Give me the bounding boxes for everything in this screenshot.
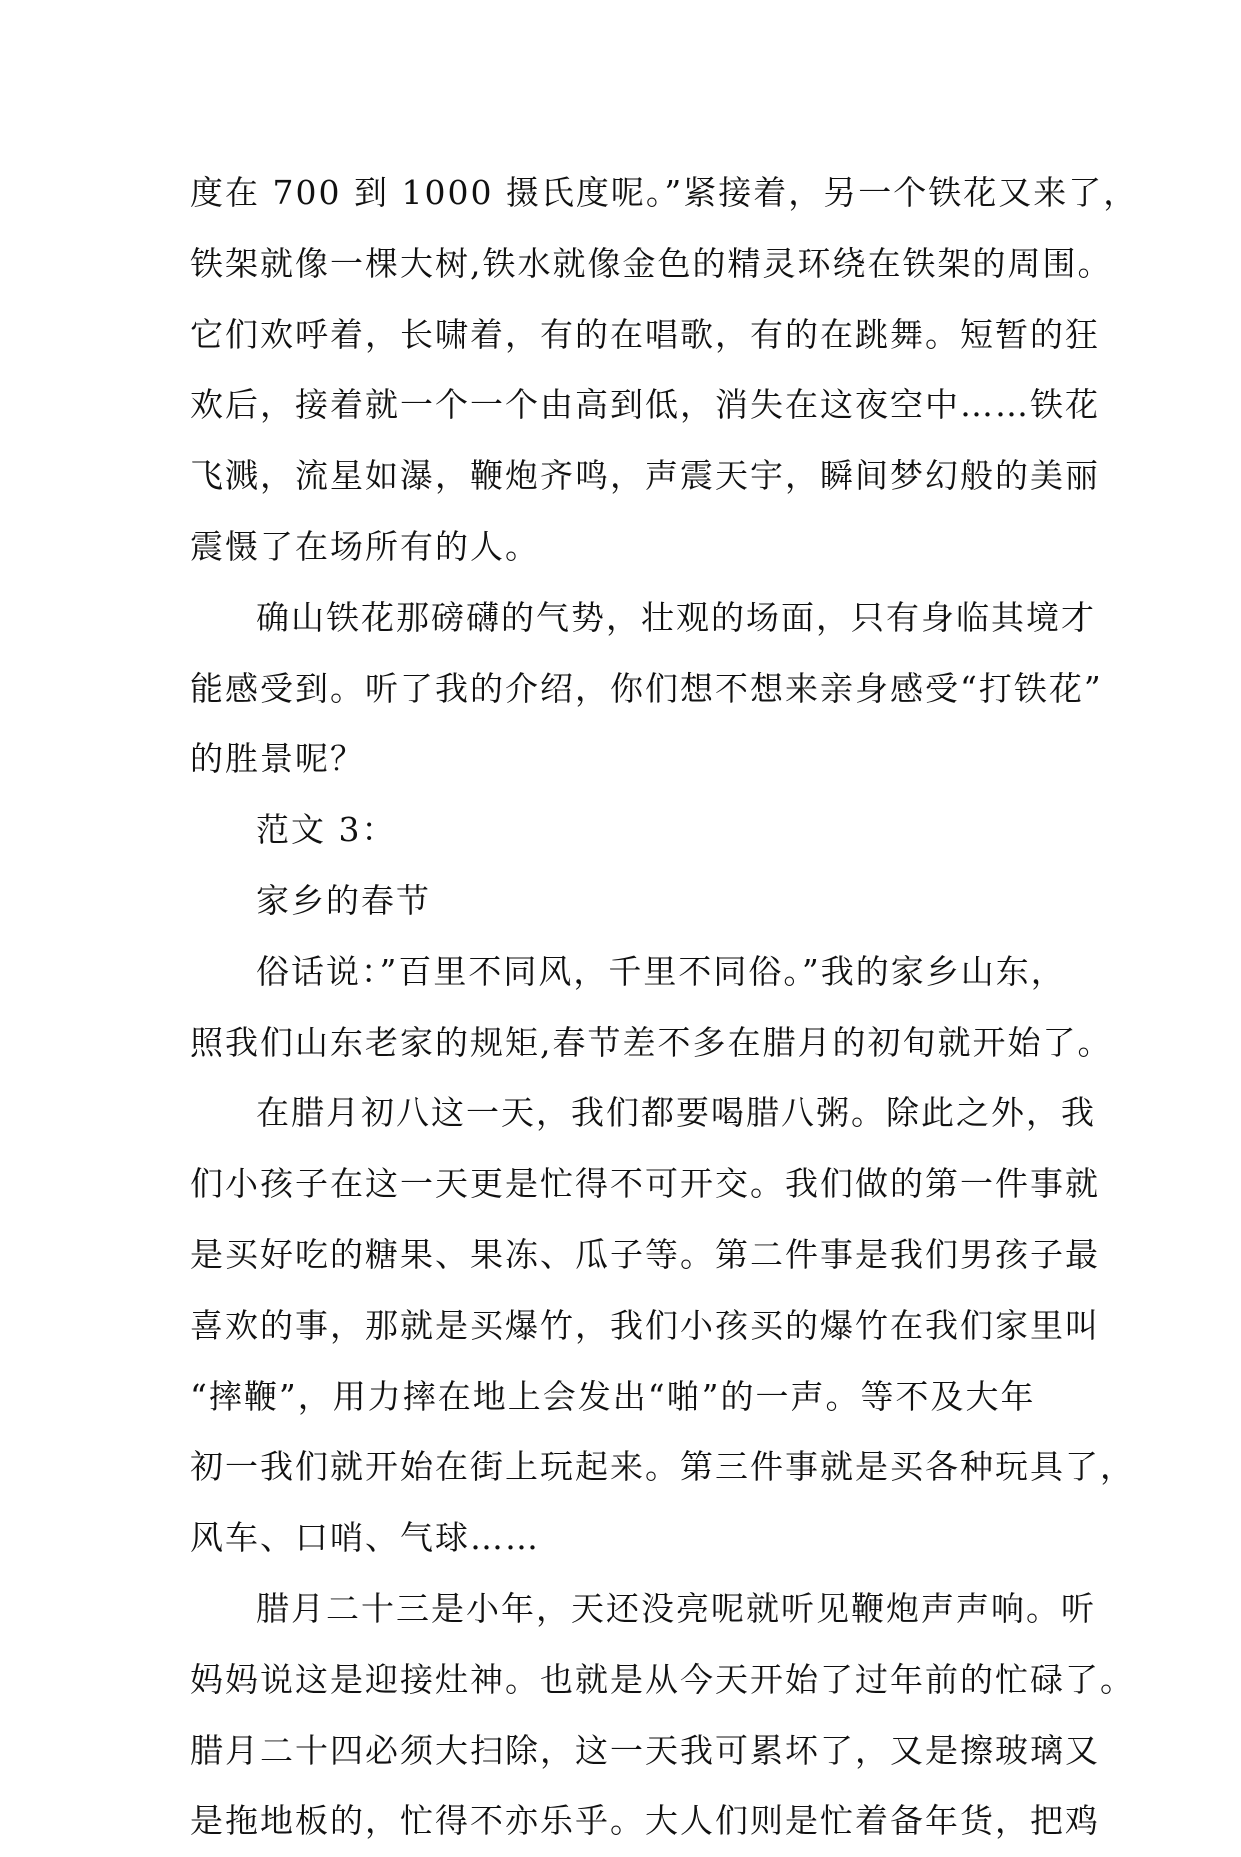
text-line: 飞溅，流星如瀑，鞭炮齐鸣，声震天宇，瞬间梦幻般的美丽	[190, 456, 1100, 496]
essay-title: 家乡的春节	[256, 880, 431, 920]
text-line: 是买好吃的糖果、果冻、瓜子等。第二件事是我们男孩子最	[190, 1234, 1100, 1274]
text-line: 欢后，接着就一个一个由高到低，消失在这夜空中……铁花	[190, 385, 1100, 425]
section-label: 范文 3：	[256, 810, 397, 850]
paragraph-first-line: 俗话说：”百里不同风，千里不同俗。”我的家乡山东，	[256, 951, 1066, 991]
text-line: 风车、口哨、气球……	[190, 1518, 540, 1558]
text-line: 是拖地板的，忙得不亦乐乎。大人们则是忙着备年货，把鸡	[190, 1801, 1100, 1841]
text-line: 它们欢呼着，长啸着，有的在唱歌，有的在跳舞。短暂的狂	[190, 314, 1100, 354]
text-line: 妈妈说这是迎接灶神。也就是从今天开始了过年前的忙碌了。	[190, 1659, 1135, 1699]
document-body	[190, 158, 1139, 1857]
text-line: 初一我们就开始在街上玩起来。第三件事就是买各种玩具了，	[190, 1447, 1135, 1487]
text-line: 铁架就像一棵大树,铁水就像金色的精灵环绕在铁架的周围。	[190, 243, 1113, 283]
text-line: 的胜景呢？	[190, 739, 365, 779]
text-line: 喜欢的事，那就是买爆竹，我们小孩买的爆竹在我们家里叫	[190, 1305, 1100, 1345]
text-line: 照我们山东老家的规矩,春节差不多在腊月的初旬就开始了。	[190, 1022, 1113, 1062]
text-line: “摔鞭”，用力摔在地上会发出“啪”的一声。等不及大年	[190, 1376, 1036, 1416]
text-line: 们小孩子在这一天更是忙得不可开交。我们做的第一件事就	[190, 1164, 1100, 1204]
paragraph-first-line: 在腊月初八这一天，我们都要喝腊八粥。除此之外，我	[256, 1093, 1096, 1133]
paragraph-first-line: 确山铁花那磅礴的气势，壮观的场面，只有身临其境才	[256, 597, 1096, 637]
text-line: 震慑了在场所有的人。	[190, 526, 540, 566]
text-line: 度在 700 到 1000 摄氏度呢。”紧接着，另一个铁花又来了，	[190, 173, 1139, 212]
text-line: 腊月二十四必须大扫除，这一天我可累坏了，又是擦玻璃又	[190, 1730, 1100, 1770]
paragraph-first-line: 腊月二十三是小年，天还没亮呢就听见鞭炮声声响。听	[256, 1588, 1096, 1628]
text-line: 能感受到。听了我的介绍，你们想不想来亲身感受“打铁花”	[190, 668, 1103, 708]
